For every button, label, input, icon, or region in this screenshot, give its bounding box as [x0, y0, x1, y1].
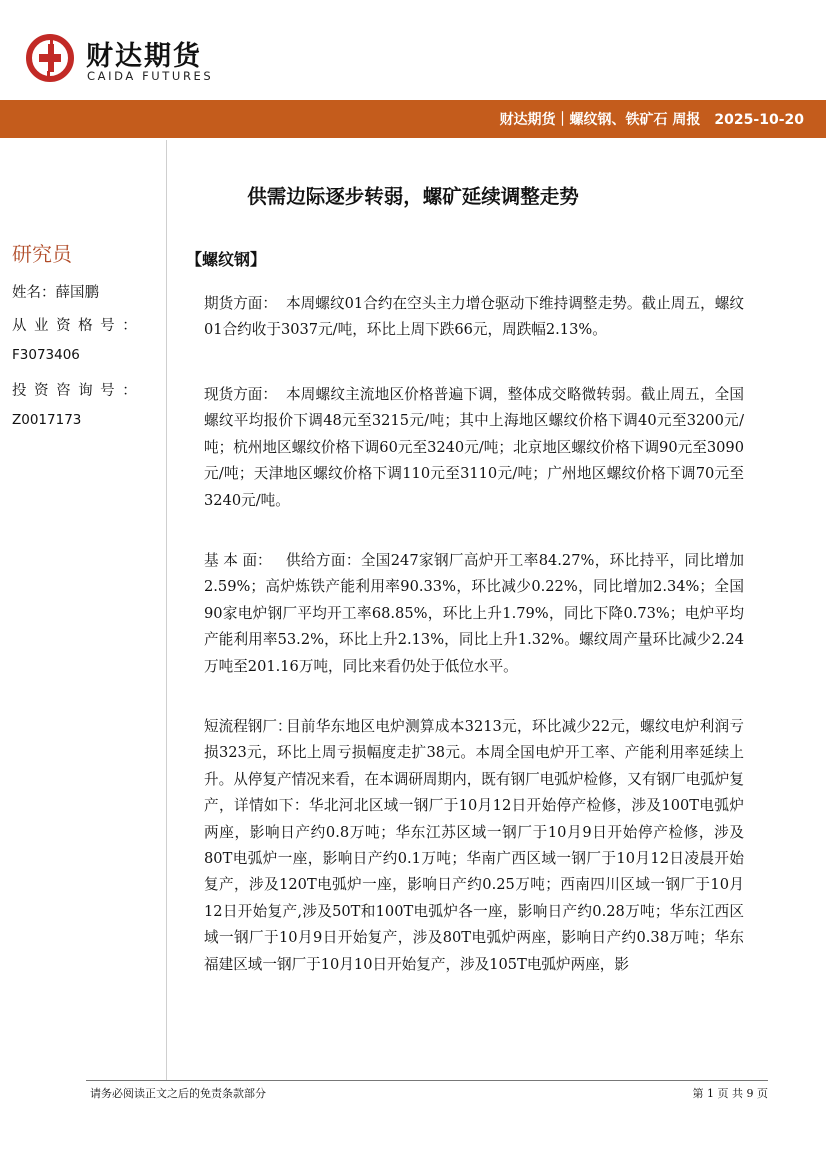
researcher-name: [12, 281, 99, 302]
paragraph-futures: [204, 291, 744, 344]
paragraph-label: 现货方面：: [204, 386, 277, 403]
name-label: 姓名：: [12, 285, 56, 301]
caida-logo-icon: [26, 34, 74, 82]
header-band: [0, 100, 826, 138]
page-number: 第 1 页 共 9 页: [692, 1087, 768, 1100]
name-value: 薛国鹏: [55, 285, 99, 301]
footer-divider: [86, 1080, 768, 1081]
investment-advisory-label: 投资咨询号：: [12, 383, 145, 399]
paragraph-short-process: [204, 714, 744, 978]
section-heading-rebar: 【螺纹钢】: [186, 250, 267, 269]
paragraph-label: 期货方面：: [204, 295, 277, 312]
paragraph-spot: [204, 382, 744, 514]
logo-english-text: CAIDA FUTURES: [87, 69, 214, 83]
qualification-number: F3073406: [12, 347, 80, 363]
header-band-text: 财达期货｜螺纹钢、铁矿石 周报 2025-10-20: [499, 112, 804, 128]
paragraph-fundamentals: [204, 548, 744, 680]
qualification-label: 从业资格号：: [12, 318, 145, 334]
footer-disclaimer: 请务必阅读正文之后的免责条款部分: [90, 1087, 266, 1100]
column-divider: [166, 140, 167, 1080]
paragraph-text: 供给方面：全国247家钢厂高炉开工率84.27%，环比持平，同比增加2.59%；高炉炼铁产能利用率90.33%，环比减少0.22%，同比增加2.34%；全国90家电炉钢厂平均开工率68.85%，环比上升1.79%，同比下降0.73%；电炉平均产能利用率53.2%，环比上升2.13%，同比上升1.32%。螺纹周产量环比减少2.24万吨至201.16万吨，同比来看仍处于低位水平。: [204, 552, 744, 675]
sidebar-title: 研究员: [12, 242, 72, 266]
report-title: 供需边际逐步转弱，螺矿延续调整走势: [247, 185, 579, 208]
paragraph-text: 本周螺纹01合约在空头主力增仓驱动下维持调整走势。截止周五，螺纹01合约收于3037元/吨，环比上周下跌66元，周跌幅2.13%。: [204, 295, 744, 339]
logo-chinese-text: 财达期货: [86, 41, 202, 72]
paragraph-text: 目前华东地区电炉测算成本3213元，环比减少22元，螺纹电炉利润亏损323元，环比上周亏损幅度走扩38元。本周全国电炉开工率、产能利用率延续上升。从停复产情况来看，在本调研周期内，既有钢厂电弧炉检修，又有钢厂电弧炉复产，详情如下：华北河北区域一钢厂于10月12日开始停产检修，涉及100T电弧炉两座，影响日产约0.8万吨；华东江苏区域一钢厂于10月9日开始停产检修，涉及80T电弧炉一座，影响日产约0.1万吨；华南广西区域一钢厂于10月12日凌晨开始复产，涉及120T电弧炉一座，影响日产约0.25万吨；西南四川区域一钢厂于10月12日开始复产,涉及50T和100T电弧炉各一座，影响日产约0.28万吨；华东江西区域一钢厂于10月9日开始复产，涉及80T电弧炉两座，影响日产约0.38万吨；华东福建区域一钢厂于10月10日开始复产，涉及105T电弧炉两座，影: [204, 718, 744, 973]
paragraph-label: 基 本 面：: [204, 552, 272, 569]
investment-advisory-number: Z0017173: [12, 412, 82, 428]
paragraph-text: 本周螺纹主流地区价格普遍下调，整体成交略微转弱。截止周五，全国螺纹平均报价下调48元至3215元/吨；其中上海地区螺纹价格下调40元至3200元/吨；杭州地区螺纹价格下调60元至3240元/吨；北京地区螺纹价格下调90元至3090元/吨；天津地区螺纹价格下调110元至3110元/吨；广州地区螺纹价格下调70元至3240元/吨。: [204, 386, 744, 509]
paragraph-label: 短流程钢厂：: [204, 718, 292, 735]
